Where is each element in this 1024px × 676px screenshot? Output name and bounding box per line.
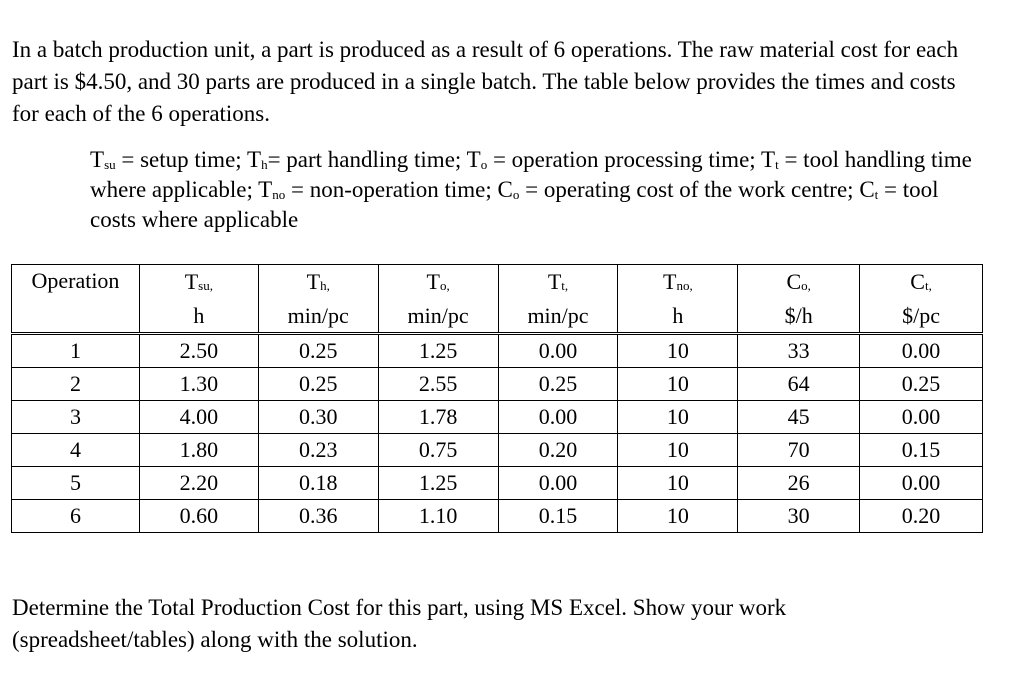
table-cell: 0.23 (258, 434, 378, 467)
header-handling-time: Th, min/pc (258, 265, 378, 334)
table-cell: 0.25 (258, 368, 378, 401)
definition-tool-costs: $C_t$ = tool costs where applicable (90, 177, 939, 232)
table-cell: 1.78 (378, 401, 498, 434)
table-cell: 0.00 (498, 334, 618, 368)
table-cell: 0.60 (139, 500, 258, 533)
table-row (12, 434, 983, 467)
header-non-operation-time: Tno, h (618, 265, 738, 334)
header-processing-time: To, min/pc (378, 265, 498, 334)
definition-setup-time: $T_{su}$ = setup time; (90, 147, 247, 172)
table-cell: 4 (12, 434, 140, 467)
header-tool-handling-time: Tt, min/pc (498, 265, 618, 334)
table-row (12, 467, 983, 500)
table-cell: 0.00 (860, 467, 983, 500)
table-cell: 1 (12, 334, 140, 368)
table-cell: 4.00 (139, 401, 258, 434)
table-cell: 3 (12, 401, 140, 434)
table-cell: 1.25 (378, 334, 498, 368)
table-cell: 2.50 (139, 334, 258, 368)
table-cell: 0.25 (860, 368, 983, 401)
table-cell: 64 (738, 368, 860, 401)
definition-processing-time: $T_o$ = operation processing time; (466, 147, 762, 172)
table-cell: 5 (12, 467, 140, 500)
header-tool-cost: Ct, $/pc (860, 265, 983, 334)
table-cell: 0.00 (498, 401, 618, 434)
table-cell: 10 (618, 434, 738, 467)
table-cell: 45 (738, 401, 860, 434)
header-operating-cost: Co, $/h (738, 265, 860, 334)
table-cell: 1.80 (139, 434, 258, 467)
definition-operating-cost: $C_o$ = operating cost of the work centre; (497, 177, 860, 202)
table-cell: 2.55 (378, 368, 498, 401)
table-cell: 10 (618, 334, 738, 368)
definition-handling-time: $T_h=$ part handling time; (247, 147, 467, 172)
table-cell: 0.20 (498, 434, 618, 467)
table-cell: 10 (618, 467, 738, 500)
table-cell: 1.25 (378, 467, 498, 500)
table-cell: 1.10 (378, 500, 498, 533)
table-cell: 0.20 (860, 500, 983, 533)
table-cell: 0.30 (258, 401, 378, 434)
table-cell: 26 (738, 467, 860, 500)
table-cell: 70 (738, 434, 860, 467)
table-cell: 0.36 (258, 500, 378, 533)
table-cell: 0.15 (498, 500, 618, 533)
table-row (12, 500, 983, 533)
table-row (12, 401, 983, 434)
task-paragraph: Determine the Total Production Cost for this part, using MS Excel. Show your work (spreadsheet/tables) along with the solution. (12, 595, 787, 652)
table-cell: 10 (618, 368, 738, 401)
table-cell: 6 (12, 500, 140, 533)
table-cell: 0.00 (860, 401, 983, 434)
intro-paragraph: In a batch production unit, a part is produced as a result of 6 operations. The raw material cost for each part is $4.50, and 30 parts are produced in a single batch. The table below provides the times and costs for each of the 6 operations. (12, 37, 959, 126)
table-cell: 2.20 (139, 467, 258, 500)
header-operation: Operation (12, 265, 140, 334)
table-cell: 0.00 (498, 467, 618, 500)
table-row (12, 368, 983, 401)
table-cell: 10 (618, 401, 738, 434)
table-cell: 10 (618, 500, 738, 533)
table-cell: 0.25 (258, 334, 378, 368)
table-cell: 0.00 (860, 334, 983, 368)
table-cell: 0.75 (378, 434, 498, 467)
table-cell: 33 (738, 334, 860, 368)
table-cell: 30 (738, 500, 860, 533)
operations-table (11, 264, 983, 533)
table-header-row (12, 265, 983, 334)
table-cell: 1.30 (139, 368, 258, 401)
definition-tool-handling-time: $T_t$ = tool handling time where applicable; (90, 147, 972, 202)
table-cell: 2 (12, 368, 140, 401)
definitions-paragraph (90, 145, 980, 235)
table-cell: 0.15 (860, 434, 983, 467)
table-cell: 0.25 (498, 368, 618, 401)
table-row (12, 334, 983, 368)
definition-non-operation-time: $T_{no}$ = non-operation time; (258, 177, 498, 202)
header-setup-time: Tsu, h (139, 265, 258, 334)
table-cell: 0.18 (258, 467, 378, 500)
